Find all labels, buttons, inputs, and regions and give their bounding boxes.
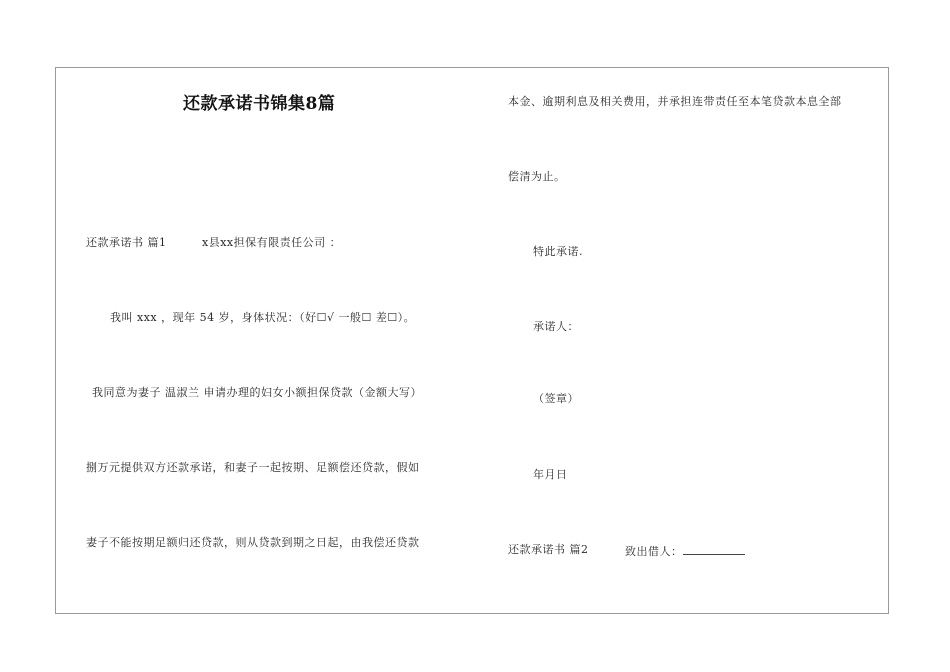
body-line-4: 本金、逾期利息及相关费用，并承担连带责任至本笔贷款本息全部 [508, 95, 842, 108]
section-heading-2: 还款承诺书 篇2 [508, 543, 589, 556]
body-line-2: 捌万元提供双方还款承诺，和妻子一起按期、足额偿还贷款，假如 [86, 461, 420, 474]
section-heading-1: 还款承诺书 篇1 [86, 236, 167, 249]
seal-label: （签章） [533, 392, 579, 405]
lender-label: 致出借人： [625, 545, 683, 558]
promisor-label: 承诺人： [533, 320, 579, 333]
page-frame [55, 67, 889, 614]
personal-info-line: 我叫 xxx ，现年 54 岁，身体状况：（好☐√ 一般☐ 差☐）。 [110, 311, 416, 324]
addressee-line: x县xx担保有限责任公司 ： [202, 236, 342, 249]
body-line-5: 偿清为止。 [508, 170, 566, 183]
lender-label-row [625, 543, 745, 559]
document-title: 还款承诺书锦集8篇 [183, 94, 336, 114]
date-label: 年月日 [533, 468, 568, 481]
body-line-3: 妻子不能按期足额归还贷款，则从贷款到期之日起，由我偿还贷款 [86, 536, 420, 549]
closing-statement: 特此承诺. [533, 245, 583, 258]
body-line-1: 我同意为妻子 温淑兰 申请办理的妇女小额担保贷款（金额大写） [92, 386, 422, 399]
blank-signature-line [683, 543, 745, 555]
